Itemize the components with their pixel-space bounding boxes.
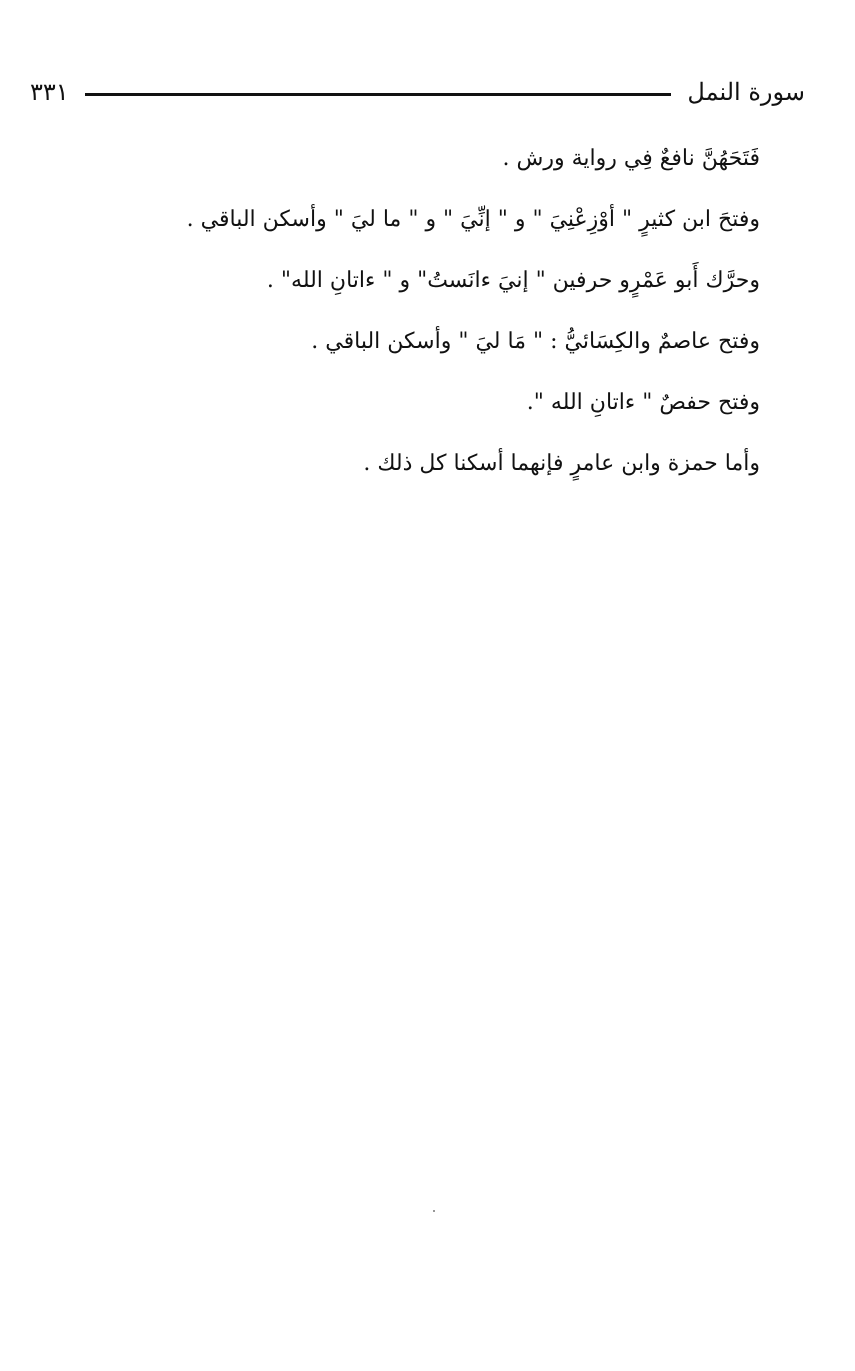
- text-line: وفتح عاصمٌ والكِسَائيُّ : " مَا ليَ " وأسكن الباقي .: [311, 329, 760, 354]
- page-number: ٣٣١: [30, 78, 69, 106]
- text-line: وفتحَ ابن كثيرٍ " أوْزِعْنِيَ " و " إنِّيَ " و " ما ليَ " وأسكن الباقي .: [186, 207, 760, 232]
- surah-title: سورة النمل: [687, 78, 805, 106]
- header-rule: [85, 93, 672, 96]
- body-text: [120, 128, 760, 494]
- text-line: فَتَحَهُنَّ نافعٌ فِي رواية ورش .: [502, 146, 760, 171]
- text-line: وفتح حفصٌ " ءاتانِ الله ".: [526, 390, 760, 415]
- scan-speck: [433, 1210, 435, 1212]
- text-line: وأما حمزة وابن عامرٍ فإنهما أسكنا كل ذلك .: [363, 451, 760, 476]
- running-header: [30, 72, 805, 112]
- text-line: وحرَّك أَبو عَمْرٍو حرفين " إنيَ ءانَستُ" و " ءاتانِ الله" .: [266, 268, 760, 293]
